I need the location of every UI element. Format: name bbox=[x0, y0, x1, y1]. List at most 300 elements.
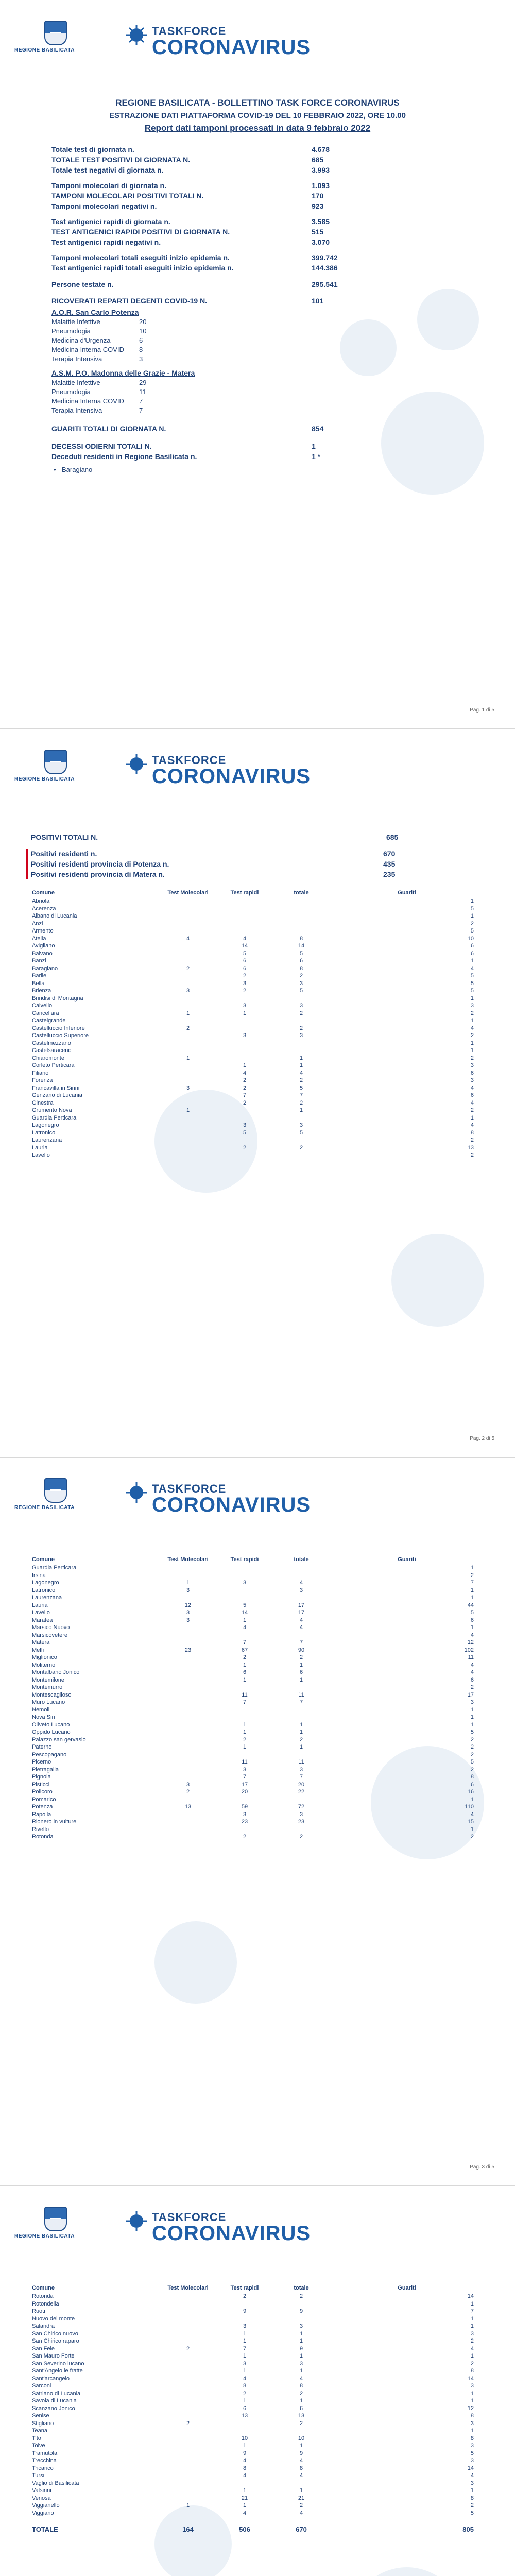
table-cell: 2 bbox=[243, 1077, 247, 1083]
table-row bbox=[31, 1040, 484, 1047]
table-cell: Banzi bbox=[32, 958, 46, 964]
table-cell bbox=[160, 2367, 216, 2375]
table-cell: Scanzano Jonico bbox=[32, 2405, 75, 2412]
table-cell: Tramutola bbox=[32, 2450, 58, 2456]
table-cell: Nemoli bbox=[32, 1706, 50, 1713]
taskforce-logo bbox=[125, 2208, 321, 2264]
table-cell bbox=[216, 1025, 273, 1032]
table-cell bbox=[160, 1773, 216, 1781]
table-cell: 1 bbox=[470, 1624, 474, 1631]
table-cell: 17 bbox=[241, 1781, 248, 1788]
kv-label: Tamponi molecolari di giornata n. bbox=[52, 181, 166, 190]
table-cell: 2 bbox=[470, 1751, 474, 1758]
table-cell: 4 bbox=[243, 2510, 247, 2516]
ward-value: 10 bbox=[139, 327, 147, 335]
kv-label: GUARITI TOTALI DI GIORNATA N. bbox=[52, 425, 166, 433]
table-cell bbox=[160, 2480, 216, 2487]
table-cell: 5 bbox=[299, 988, 303, 994]
table-cell: Corleto Perticara bbox=[32, 1062, 75, 1069]
table-row bbox=[31, 1032, 484, 1040]
ward-label: Medicina Interna COVID bbox=[52, 346, 124, 353]
table-cell: 2 bbox=[186, 2420, 190, 2427]
table-cell bbox=[273, 1047, 330, 1055]
table-cell: 4 bbox=[299, 2472, 303, 2479]
table-cell bbox=[160, 995, 216, 1003]
table-row bbox=[31, 2480, 484, 2487]
table-cell: 8 bbox=[243, 2465, 247, 2471]
table-cell bbox=[216, 920, 273, 928]
table-cell: Castelluccio Superiore bbox=[32, 1032, 89, 1039]
table-cell: 5 bbox=[470, 2510, 474, 2516]
table-cell: 2 bbox=[470, 1684, 474, 1690]
table-cell: 3 bbox=[470, 2330, 474, 2337]
table-cell: 17 bbox=[298, 1609, 305, 1616]
table-row bbox=[31, 935, 484, 943]
table-cell: 1 bbox=[186, 1107, 190, 1113]
kv-ricoverati bbox=[52, 296, 371, 306]
table-cell: 4 bbox=[243, 2375, 247, 2382]
kv-row bbox=[52, 263, 371, 273]
comuni-table-1 bbox=[31, 889, 484, 1159]
table-cell: 1 bbox=[470, 1040, 474, 1046]
table-cell: Valsinni bbox=[32, 2487, 52, 2494]
table-cell: 3 bbox=[243, 1003, 247, 1009]
table-cell: 13 bbox=[241, 2413, 248, 2419]
table-cell bbox=[160, 1691, 216, 1699]
table-row bbox=[31, 957, 484, 965]
table-cell: Avigliano bbox=[32, 943, 55, 949]
table-row bbox=[31, 2300, 484, 2308]
table-cell: 3 bbox=[186, 1781, 190, 1788]
table-row bbox=[31, 1736, 484, 1744]
table-cell: 1 bbox=[243, 1744, 247, 1750]
kv-row bbox=[52, 279, 371, 290]
table-row bbox=[31, 1099, 484, 1107]
kv-row bbox=[26, 869, 484, 879]
table-cell bbox=[160, 1047, 216, 1055]
table-cell: Barile bbox=[32, 973, 47, 979]
table-row bbox=[31, 1564, 484, 1572]
col-header: Guariti bbox=[398, 1556, 416, 1563]
table-cell: 90 bbox=[298, 1647, 305, 1653]
table-cell: 2 bbox=[470, 1010, 474, 1016]
table-cell bbox=[160, 1639, 216, 1647]
table-cell: 59 bbox=[241, 1804, 248, 1810]
table-cell: Montemurro bbox=[32, 1684, 63, 1690]
table-cell: 1 bbox=[470, 958, 474, 964]
ward-row bbox=[52, 406, 195, 415]
table-cell: 2 bbox=[243, 2390, 247, 2397]
table-cell: 6 bbox=[470, 943, 474, 949]
table-cell: 5 bbox=[470, 1609, 474, 1616]
table-cell: 6 bbox=[299, 958, 303, 964]
table-cell: Castelsaraceno bbox=[32, 1047, 72, 1054]
table-cell: Moliterno bbox=[32, 1662, 56, 1668]
virus-decoration bbox=[371, 1746, 484, 1859]
table-cell: 1 bbox=[470, 1706, 474, 1713]
table-cell: 4 bbox=[299, 1624, 303, 1631]
table-cell: 3 bbox=[243, 1811, 247, 1818]
table-row bbox=[31, 1684, 484, 1691]
table-cell: 102 bbox=[464, 1647, 474, 1653]
table-cell bbox=[160, 2375, 216, 2383]
table-cell: 2 bbox=[470, 1834, 474, 1840]
table-cell: 6 bbox=[470, 1617, 474, 1623]
table-cell: 6 bbox=[299, 2405, 303, 2412]
asm-section bbox=[52, 369, 195, 415]
table-cell: Atella bbox=[32, 935, 46, 942]
table-row bbox=[31, 1721, 484, 1729]
table-cell bbox=[160, 2450, 216, 2458]
table-row bbox=[31, 897, 484, 905]
table-cell: 2 bbox=[186, 2345, 190, 2352]
col-header: totale bbox=[294, 1556, 309, 1563]
col-header: Test rapidi bbox=[230, 1556, 259, 1563]
table-cell: 4 bbox=[470, 1632, 474, 1638]
table-cell: 72 bbox=[298, 1804, 305, 1810]
table-cell: 3 bbox=[299, 2360, 303, 2367]
table-cell bbox=[273, 1706, 330, 1714]
table-cell: 5 bbox=[470, 1729, 474, 1735]
table-cell: 1 bbox=[243, 2368, 247, 2374]
table-row bbox=[31, 2412, 484, 2420]
table-cell: 20 bbox=[298, 1781, 305, 1788]
kv-label: Totale test negativi di giornata n. bbox=[52, 166, 164, 174]
kv-label: TEST ANTIGENICI RAPIDI POSITIVI DI GIORNATA N. bbox=[52, 228, 230, 236]
table-header bbox=[31, 1555, 484, 1564]
kv-positivi-residenti bbox=[31, 849, 484, 879]
table-cell: 14 bbox=[241, 1609, 248, 1616]
table-cell: 4 bbox=[470, 965, 474, 972]
table-row bbox=[31, 1691, 484, 1699]
col-header: Comune bbox=[32, 890, 55, 896]
table-cell: 2 bbox=[470, 1736, 474, 1743]
table-cell: 2 bbox=[299, 2502, 303, 2509]
table-cell bbox=[160, 2465, 216, 2472]
kv-label: DECESSI ODIERNI TOTALI N. bbox=[52, 442, 152, 450]
table-cell bbox=[273, 1684, 330, 1691]
table-cell: 4 bbox=[470, 1025, 474, 1031]
table-cell: 1 bbox=[243, 1617, 247, 1623]
table-cell: 7 bbox=[243, 1699, 247, 1705]
kv-row bbox=[52, 423, 371, 434]
table-cell bbox=[160, 2457, 216, 2465]
table-cell: 1 bbox=[243, 2502, 247, 2509]
table-row bbox=[31, 2323, 484, 2330]
table-cell bbox=[160, 1572, 216, 1580]
table-cell: 1 bbox=[186, 2502, 190, 2509]
table-row bbox=[31, 1017, 484, 1025]
table-cell: 4 bbox=[243, 2458, 247, 2464]
total-row bbox=[31, 2517, 484, 2534]
table-cell: Laurenzana bbox=[32, 1595, 62, 1601]
table-row bbox=[31, 2315, 484, 2323]
table-cell: Picerno bbox=[32, 1759, 52, 1765]
ward-row bbox=[52, 387, 195, 397]
table-cell: Ginestra bbox=[32, 1099, 54, 1106]
table-row bbox=[31, 2382, 484, 2390]
table-cell: 1 bbox=[299, 1062, 303, 1069]
kv-row bbox=[52, 441, 371, 451]
table-cell bbox=[160, 972, 216, 980]
virus-logo-icon bbox=[125, 1481, 148, 1504]
ward-value: 20 bbox=[139, 318, 147, 326]
table-cell: Rionero in vulture bbox=[32, 1819, 77, 1825]
ward-label: Pneumologia bbox=[52, 327, 91, 335]
kv-label: TOTALE TEST POSITIVI DI GIORNATA N. bbox=[52, 156, 191, 164]
virus-decoration bbox=[154, 1090, 258, 1193]
table-cell: 1 bbox=[243, 2330, 247, 2337]
table-cell bbox=[160, 1758, 216, 1766]
table-cell bbox=[160, 2330, 216, 2338]
table-cell: 1 bbox=[243, 1062, 247, 1069]
table-cell: 8 bbox=[470, 1774, 474, 1780]
kv-row bbox=[52, 216, 371, 227]
table-cell: San Chirico raparo bbox=[32, 2338, 79, 2344]
table-cell: 2 bbox=[470, 1032, 474, 1039]
page-4 bbox=[0, 2185, 515, 2576]
table-cell: 1 bbox=[299, 2368, 303, 2374]
table-cell: 2 bbox=[299, 1025, 303, 1031]
table-cell bbox=[216, 897, 273, 905]
table-cell: Anzi bbox=[32, 920, 43, 927]
page-1 bbox=[0, 0, 515, 728]
table-cell: Brindisi di Montagna bbox=[32, 995, 83, 1002]
table-cell: 7 bbox=[243, 2345, 247, 2352]
table-cell: 2 bbox=[470, 1137, 474, 1143]
table-cell: 4 bbox=[470, 1099, 474, 1106]
total-cell: 164 bbox=[182, 2526, 194, 2533]
table-cell: Baragiano bbox=[32, 965, 58, 972]
table-cell: Pietragalla bbox=[32, 1766, 59, 1773]
table-cell bbox=[273, 1826, 330, 1834]
table-cell: 4 bbox=[243, 1070, 247, 1076]
table-cell: 11 bbox=[298, 1759, 304, 1765]
table-cell: 14 bbox=[467, 2375, 474, 2382]
table-cell: 1 bbox=[470, 898, 474, 904]
table-cell: 4 bbox=[299, 2458, 303, 2464]
table-cell: 11 bbox=[242, 1759, 248, 1765]
table-cell: Montescaglioso bbox=[32, 1691, 72, 1698]
table-cell bbox=[216, 2427, 273, 2435]
table-cell: 3 bbox=[470, 2383, 474, 2389]
table-cell: 2 bbox=[470, 1055, 474, 1061]
table-cell: 2 bbox=[299, 1654, 303, 1660]
region-name: REGIONE BASILICATA bbox=[14, 2233, 75, 2239]
logo-main: CORONAVIRUS bbox=[152, 2222, 311, 2245]
table-cell: Latronico bbox=[32, 1587, 56, 1594]
table-cell: 3 bbox=[470, 2480, 474, 2486]
total-cell: TOTALE bbox=[32, 2526, 58, 2533]
kv-row bbox=[52, 180, 371, 191]
table-cell: Tito bbox=[32, 2435, 41, 2442]
header bbox=[14, 15, 501, 93]
table-cell: 8 bbox=[299, 935, 303, 942]
table-cell bbox=[273, 1594, 330, 1602]
table-cell bbox=[160, 1070, 216, 1077]
table-cell: 1 bbox=[470, 1565, 474, 1571]
ward-row bbox=[52, 327, 147, 336]
table-cell bbox=[160, 1654, 216, 1662]
kv-value: 4.678 bbox=[312, 145, 330, 154]
table-cell: 21 bbox=[241, 2495, 248, 2501]
table-row bbox=[31, 1714, 484, 1721]
table-cell: 1 bbox=[470, 995, 474, 1002]
kv-value: 1 * bbox=[312, 452, 321, 461]
table-cell: Potenza bbox=[32, 1804, 53, 1810]
table-cell: 2 bbox=[299, 973, 303, 979]
table-cell bbox=[160, 2427, 216, 2435]
col-header: Test rapidi bbox=[230, 890, 259, 896]
table-cell bbox=[216, 1572, 273, 1580]
table-row bbox=[31, 1647, 484, 1654]
table-cell: 11 bbox=[242, 1691, 248, 1698]
table-cell: 13 bbox=[467, 1144, 474, 1151]
table-cell: 4 bbox=[470, 2345, 474, 2352]
table-cell: Muro Lucano bbox=[32, 1699, 65, 1705]
table-cell bbox=[160, 1743, 216, 1751]
table-cell: 2 bbox=[470, 1152, 474, 1158]
kv-value: 3.070 bbox=[312, 238, 330, 246]
table-cell: 1 bbox=[299, 1676, 303, 1683]
table-cell: 1 bbox=[299, 2338, 303, 2344]
table-cell: 2 bbox=[299, 2390, 303, 2397]
table-row bbox=[31, 2337, 484, 2345]
table-cell bbox=[160, 912, 216, 920]
table-cell: 1 bbox=[243, 2338, 247, 2344]
kv-row bbox=[26, 859, 484, 869]
table-cell bbox=[160, 1032, 216, 1040]
kv-value: 170 bbox=[312, 192, 324, 200]
table-row bbox=[31, 1602, 484, 1609]
table-cell: 8 bbox=[470, 2435, 474, 2442]
table-cell: 6 bbox=[470, 1676, 474, 1683]
table-cell bbox=[160, 1721, 216, 1729]
table-cell: 2 bbox=[243, 1099, 247, 1106]
logo-top: TASKFORCE bbox=[152, 754, 227, 767]
taskforce-logo bbox=[125, 751, 321, 807]
table-cell bbox=[216, 2480, 273, 2487]
table-cell bbox=[216, 1594, 273, 1602]
table-cell bbox=[160, 2397, 216, 2405]
table-cell: 3 bbox=[299, 1122, 303, 1128]
col-header: totale bbox=[294, 2285, 309, 2291]
table-cell: Genzano di Lucania bbox=[32, 1092, 82, 1098]
table-cell: Tricarico bbox=[32, 2465, 54, 2471]
col-header: Test Molecolari bbox=[167, 2285, 209, 2291]
table-cell bbox=[160, 1002, 216, 1010]
table-cell: 10 bbox=[241, 2435, 248, 2442]
table-cell: 4 bbox=[470, 2472, 474, 2479]
table-cell: 2 bbox=[470, 2502, 474, 2509]
table-row bbox=[31, 1055, 484, 1062]
table-row bbox=[31, 2360, 484, 2368]
table-cell: Lagonegro bbox=[32, 1122, 59, 1128]
table-cell: Rotondella bbox=[32, 2300, 59, 2307]
table-cell bbox=[273, 920, 330, 928]
ward-row bbox=[52, 354, 143, 364]
table-cell: 2 bbox=[186, 965, 190, 972]
table-cell: 2 bbox=[470, 2338, 474, 2344]
region-name: REGIONE BASILICATA bbox=[14, 1505, 75, 1511]
table-cell: 1 bbox=[470, 2315, 474, 2322]
table-row bbox=[31, 1662, 484, 1669]
kv-persone bbox=[52, 279, 371, 290]
table-cell: 6 bbox=[470, 1092, 474, 1098]
table-cell: Lavello bbox=[32, 1152, 50, 1158]
kv-value: 854 bbox=[312, 425, 324, 433]
table-cell: 13 bbox=[298, 2413, 305, 2419]
table-row bbox=[31, 980, 484, 988]
table-row bbox=[31, 927, 484, 935]
table-row bbox=[31, 995, 484, 1003]
table-cell bbox=[160, 1811, 216, 1819]
table-row bbox=[31, 1084, 484, 1092]
table-cell: Matera bbox=[32, 1639, 50, 1646]
kv-decessi bbox=[52, 441, 371, 462]
taskforce-logo bbox=[125, 22, 321, 78]
table-cell: 12 bbox=[184, 1602, 192, 1608]
table-cell: 5 bbox=[470, 1759, 474, 1765]
table-cell: 11 bbox=[468, 1654, 474, 1660]
kv-label: POSITIVI TOTALI N. bbox=[31, 833, 98, 841]
table-cell: 1 bbox=[299, 1662, 303, 1668]
table-cell: 3 bbox=[243, 2360, 247, 2367]
table-cell: 1 bbox=[299, 1055, 303, 1061]
kv-label: Tamponi molecolari totali eseguiti inizio epidemia n. bbox=[52, 253, 230, 262]
table-cell bbox=[216, 1017, 273, 1025]
table-cell: 4 bbox=[243, 935, 247, 942]
kv-value: 3.585 bbox=[312, 217, 330, 226]
crest-icon bbox=[44, 750, 67, 774]
table-cell bbox=[273, 905, 330, 913]
table-cell: Policoro bbox=[32, 1789, 53, 1795]
table-cell bbox=[216, 927, 273, 935]
table-cell bbox=[273, 1151, 330, 1159]
kv-value: 399.742 bbox=[312, 253, 338, 262]
table-cell: 1 bbox=[470, 1114, 474, 1121]
table-row bbox=[31, 1151, 484, 1159]
table-cell: 10 bbox=[467, 935, 474, 942]
col-header: Test rapidi bbox=[230, 2285, 259, 2291]
table-cell: 3 bbox=[243, 1032, 247, 1039]
table-cell: 7 bbox=[299, 1092, 303, 1098]
table-cell: 5 bbox=[299, 1084, 303, 1091]
table-row bbox=[31, 1137, 484, 1144]
kv-label: Positivi residenti provincia di Potenza n. bbox=[31, 860, 169, 868]
table-cell: 3 bbox=[470, 1077, 474, 1083]
region-name: REGIONE BASILICATA bbox=[14, 776, 75, 782]
table-cell: 2 bbox=[470, 920, 474, 927]
kv-value: 670 bbox=[383, 850, 396, 858]
table-cell: Vaglio di Basilicata bbox=[32, 2480, 79, 2486]
table-cell bbox=[160, 2352, 216, 2360]
table-cell: 6 bbox=[470, 1781, 474, 1788]
table-cell: Armento bbox=[32, 928, 54, 934]
virus-decoration bbox=[391, 1234, 484, 1327]
table-cell: Castelgrande bbox=[32, 1018, 66, 1024]
table-cell: 1 bbox=[470, 2300, 474, 2307]
table-cell bbox=[273, 2315, 330, 2323]
table-cell: 5 bbox=[243, 1602, 247, 1608]
table-row bbox=[31, 1594, 484, 1602]
table-cell: Filiano bbox=[32, 1070, 49, 1076]
table-cell: 3 bbox=[243, 1766, 247, 1773]
kv-value: 101 bbox=[312, 297, 324, 305]
kv-label: Positivi residenti n. bbox=[31, 850, 97, 858]
table-cell bbox=[160, 1699, 216, 1706]
table-cell: 7 bbox=[299, 1699, 303, 1705]
